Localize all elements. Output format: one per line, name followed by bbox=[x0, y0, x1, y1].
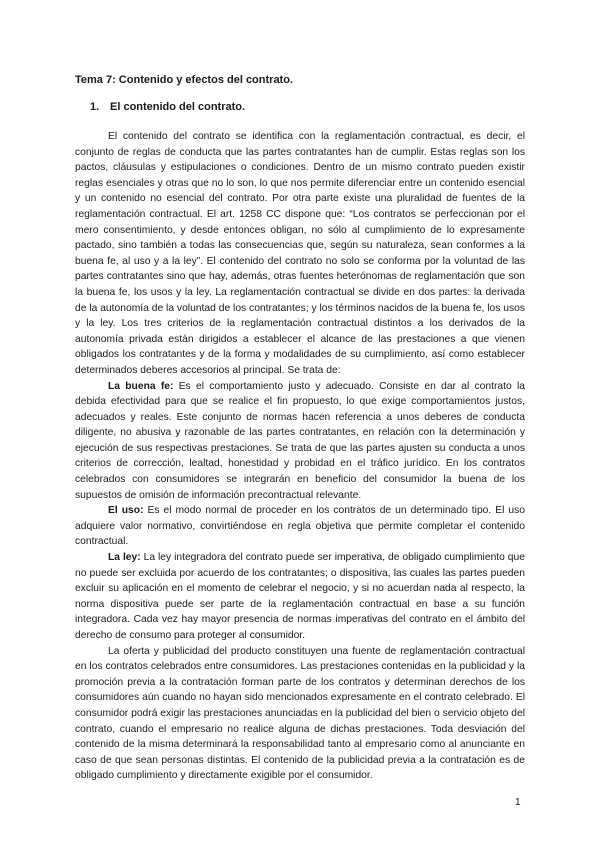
document-title: Tema 7: Contenido y efectos del contrato. bbox=[75, 74, 293, 86]
buena-fe-text: Es el comportamiento justo y adecuado. Consiste en dar al contrato la debida efectividad para que se realice el fin propuesto, lo que exige comportamientos justos, adecuados y reales. Este conjunto de normas hacen referencia a unos deberes de conducta diligente, no abusiva y razonable de las partes contratantes, en relación con la determinación y ejecución de sus respectivas prestaciones. Se trata de que las partes ajusten su conducta a unos criterios de corrección, lealtad, honestidad y probidad en el tráfico jurídico. En los contratos celebrados con consumidores se integrarán en beneficio del consumidor la buena de los supuestos de omisión de información precontractual relevante. bbox=[75, 380, 525, 501]
ley-paragraph bbox=[75, 550, 525, 644]
ley-term: La ley: bbox=[108, 552, 141, 564]
buena-fe-paragraph bbox=[75, 379, 525, 504]
document-body bbox=[75, 129, 525, 784]
uso-text: Es el modo normal de proceder en los contratos de un determinado tipo. El uso adquiere valor normativo, convirtiéndose en regla objetiva que permite completar el contenido contractual. bbox=[75, 505, 526, 548]
section-heading bbox=[90, 101, 245, 113]
oferta-paragraph: La oferta y publicidad del producto constituyen una fuente de reglamentación contractual en los contratos celebrados entre consumidores. Las prestaciones contenidas en la publicidad y la promoción previa a la contratación forman parte de los contratos y determinan derechos de los consumidores aún cuando no hayan sido mencionados expresamente en el contrato celebrado. El consumidor podrá exigir las prestaciones anunciadas en la publicidad del bien o servicio objeto del contrato, cuando el empresario no realice alguna de dichas prestaciones. Toda desviación del contenido de la misma determinará la responsabilidad tanto al empresario como al anunciante en caso de que sean personas distintas. El contenido de la publicidad previa a la contratación es de obligado cumplimiento y directamente exigible por el consumidor. bbox=[75, 645, 525, 782]
section-number: 1. bbox=[90, 101, 100, 113]
ley-text: La ley integradora del contrato puede ser imperativa, de obligado cumplimiento que no puede ser excluida por acuerdo de los contratantes; o dispositiva, las cuales las partes pueden excluir su aplicación en el momento de celebrar el negocio, y si no acuerdan nada al respecto, la norma dispositiva puede ser parte de la reglamentación contractual en base a su función integradora. Cada vez hay mayor presencia de normas imperativas del contrato en el ámbito del derecho de consumo para proteger al consumidor. bbox=[75, 552, 525, 641]
buena-fe-term: La buena fe: bbox=[108, 380, 174, 392]
intro-paragraph: El contenido del contrato se identifica con la reglamentación contractual, es decir, el conjunto de reglas de conducta que las partes contratantes han de cumplir. Estas reglas son los pactos, cláusulas y estipulaciones o condiciones. Dentro de un mismo contrato pueden existir reglas esenciales y otras que no lo son, lo que nos permite diferenciar entre un contenido esencial y un contenido no esencial del contrato. Por otra parte existe una pluralidad de fuentes de la reglamentación contractual. El art. 1258 CC dispone que: “Los contratos se perfeccionan por el mero consentimiento, y desde entonces obligan, no sólo al cumplimiento de lo expresamente pactado, sino también a todas las consecuencias que, según su naturaleza, sean conformes a la buena fe, al uso y a la ley”. El contenido del contrato no solo se conforma por la voluntad de las partes contratantes sino que hay, además, otras fuentes heterónomas de reglamentación que son la buena fe, los usos y la ley. La reglamentación contractual se divide en dos partes: la derivada de la autonomía de la voluntad de los contratantes; y los términos nacidos de la buena fe, los usos y la ley. Los tres criterios de la reglamentación contractual distintos a los derivados de la autonomía privada están dirigidos a establecer el alcance de las prestaciones a que vienen obligados los contratantes y de la forma y modalidades de su cumplimiento, así como establecer determinados deberes accesorios al principal. Se trata de: bbox=[75, 131, 525, 376]
uso-paragraph bbox=[75, 503, 525, 550]
page-number: 1 bbox=[515, 797, 521, 808]
uso-term: El uso: bbox=[108, 505, 144, 517]
section-title: El contenido del contrato. bbox=[110, 101, 246, 113]
